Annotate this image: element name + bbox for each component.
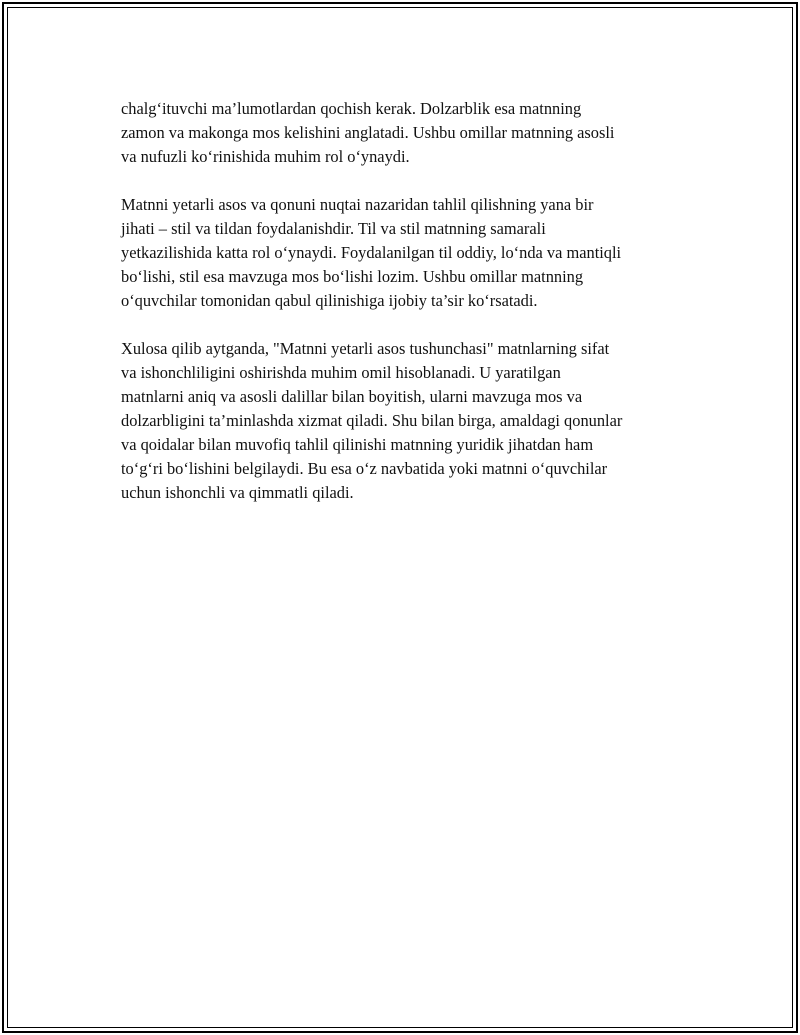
paragraph-3-line-7: uchun ishonchli va qimmatli qiladi. bbox=[121, 483, 354, 502]
paragraph-2-line-4: bo‘lishi, stil esa mavzuga mos bo‘lishi lozim. Ushbu omillar matnning bbox=[121, 267, 584, 286]
paragraph-1-line-1: chalg‘ituvchi ma’lumotlardan qochish kerak. Dolzarblik esa matnning bbox=[121, 99, 582, 118]
paragraph-3-line-2: va ishonchliligini oshirishda muhim omil hisoblanadi. U yaratilgan bbox=[121, 363, 561, 382]
paragraph-2-line-3: yetkazilishida katta rol o‘ynaydi. Foydalanilgan til oddiy, lo‘nda va mantiqli bbox=[121, 243, 622, 262]
document-body bbox=[121, 97, 701, 529]
paragraph-2-line-5: o‘quvchilar tomonidan qabul qilinishiga ijobiy ta’sir ko‘rsatadi. bbox=[121, 291, 538, 310]
paragraph-3-line-4: dolzarbligini ta’minlashda xizmat qiladi. Shu bilan birga, amaldagi qonunlar bbox=[121, 411, 623, 430]
paragraph-1-line-2: zamon va makonga mos kelishini anglatadi. Ushbu omillar matnning asosli bbox=[121, 123, 615, 142]
paragraph-2-line-1: Matnni yetarli asos va qonuni nuqtai nazaridan tahlil qilishning yana bir bbox=[121, 195, 594, 214]
paragraph-3-line-1: Xulosa qilib aytganda, "Matnni yetarli asos tushunchasi" matnlarning sifat bbox=[121, 339, 610, 358]
paragraph-1 bbox=[121, 97, 701, 169]
paragraph-1-line-3: va nufuzli ko‘rinishida muhim rol o‘ynaydi. bbox=[121, 147, 410, 166]
paragraph-2 bbox=[121, 193, 701, 313]
paragraph-2-line-2: jihati – stil va tildan foydalanishdir. Til va stil matnning samarali bbox=[121, 219, 546, 238]
paragraph-3-line-3: matnlarni aniq va asosli dalillar bilan boyitish, ularni mavzuga mos va bbox=[121, 387, 583, 406]
paragraph-3-line-5: va qoidalar bilan muvofiq tahlil qilinishi matnning yuridik jihatdan ham bbox=[121, 435, 594, 454]
page-frame bbox=[2, 2, 798, 1033]
paragraph-3 bbox=[121, 337, 701, 505]
paragraph-3-line-6: to‘g‘ri bo‘lishini belgilaydi. Bu esa o‘z navbatida yoki matnni o‘quvchilar bbox=[121, 459, 608, 478]
